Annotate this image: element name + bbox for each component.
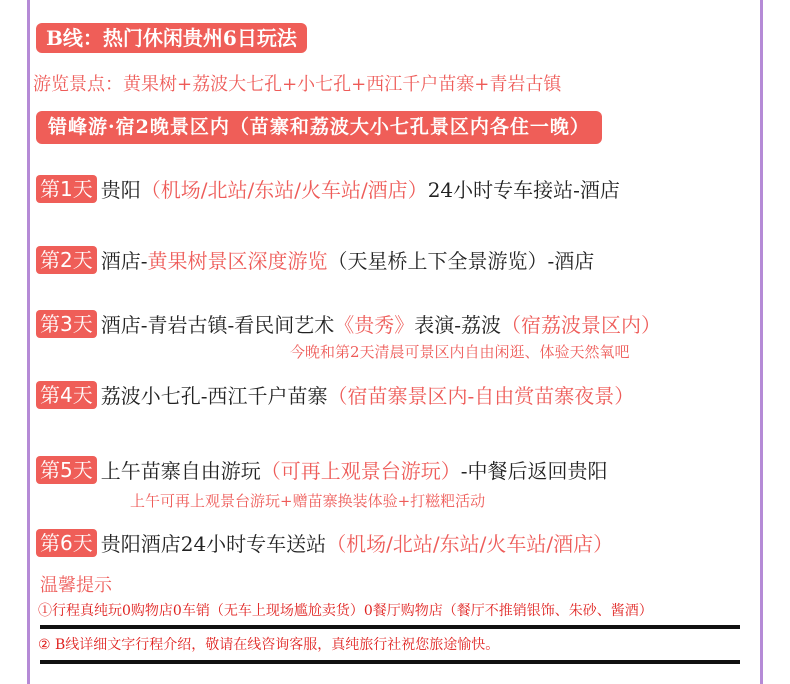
day-5-badge: 第5天 [36,456,97,484]
day-5-highlight: （可再上观景台游玩） [260,459,461,483]
attractions-line: 游览景点：黄果树+荔波大七孔+小七孔+西江千户苗寨+青岩古镇 [33,74,562,95]
day-2-text: 酒店- [100,249,148,273]
day-1-highlight: （机场/北站/东站/火车站/酒店） [140,178,428,202]
day-5-text: 上午苗寨自由游玩 [100,459,261,483]
day-6-row [36,528,613,557]
tips-title: 温馨提示 [40,575,112,596]
day-2-text-2: （天星桥上下全景游览）-酒店 [327,249,595,273]
day-1-text-2: 24小时专车接站-酒店 [427,178,620,202]
day-5-note: 上午可再上观景台游玩+赠苗寨换装体验+打糍粑活动 [130,492,486,510]
day-3-highlight: 《贵秀》 [334,313,415,337]
day-3-text-2: 表演-荔波 [414,313,502,337]
day-2-badge: 第2天 [36,246,97,274]
day-3-highlight-2: （宿荔波景区内） [501,313,662,337]
day-3-badge: 第3天 [36,310,97,338]
day-3-row [36,309,661,338]
divider-1 [40,625,740,629]
route-title: B线：热门休闲贵州6日玩法 [36,23,307,53]
tip-1: ①行程真纯玩0购物店0车销（无车上现场尴尬卖货）0餐厅购物店（餐厅不推销银饰、朱砂、酱酒） [38,603,653,619]
day-4-text: 荔波小七孔-西江千户苗寨 [100,384,328,408]
day-6-highlight: （机场/北站/东站/火车站/酒店） [326,532,614,556]
day-4-badge: 第4天 [36,381,97,409]
day-3-text: 酒店-青岩古镇-看民间艺术 [100,313,335,337]
day-4-highlight: （宿苗寨景区内-自由赏苗寨夜景） [327,384,635,408]
day-6-text: 贵阳酒店24小时专车送站 [100,532,327,556]
day-5-row [36,455,608,484]
day-4-row [36,380,634,409]
day-2-row [36,245,594,274]
route-subtitle: 错峰游·宿2晚景区内（苗寨和荔波大小七孔景区内各住一晚） [36,111,602,144]
right-border [760,0,763,684]
day-2-highlight: 黄果树景区深度游览 [147,249,328,273]
day-5-text-2: -中餐后返回贵阳 [460,459,608,483]
tip-2: ② B线详细文字行程介绍，敬请在线咨询客服，真纯旅行社祝您旅途愉快。 [38,637,500,653]
day-6-badge: 第6天 [36,529,97,557]
day-1-text: 贵阳 [100,178,141,202]
day-1-row [36,174,620,203]
day-3-note: 今晚和第2天清晨可景区内自由闲逛、体验天然氧吧 [290,343,630,361]
divider-2 [40,660,740,664]
left-border [27,0,30,684]
day-1-badge: 第1天 [36,175,97,203]
